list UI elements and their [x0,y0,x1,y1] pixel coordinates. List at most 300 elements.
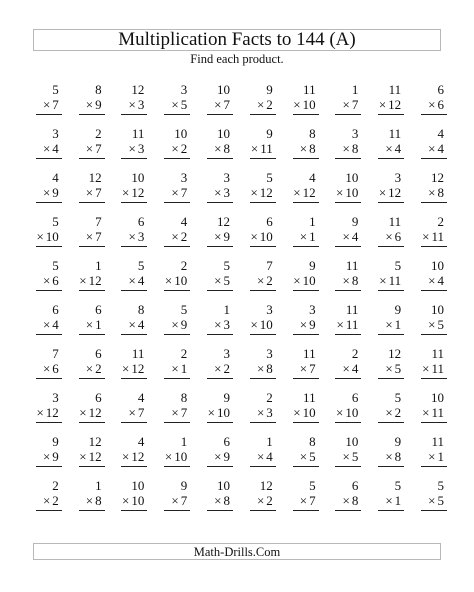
answer-line [335,510,361,511]
multiplication-problem [281,345,324,389]
multiplicand: 6 [137,214,145,229]
multiplier: 12 [88,273,102,288]
multiplication-problem [409,169,452,213]
multiplication-problem [195,389,238,433]
multiply-sign: × [122,185,130,200]
multiplicand: 4 [52,170,59,185]
answer-line [79,290,105,291]
multiplier-row [293,98,315,111]
multiplicand: 3 [309,302,316,317]
multiplication-problem [110,477,153,521]
multiplier: 10 [259,229,273,244]
multiplicand: 5 [266,170,273,185]
answer-line [250,158,276,159]
multiplicand: 10 [131,170,145,185]
multiply-sign: × [171,229,179,244]
answer-line [378,378,404,379]
multiply-sign: × [299,317,308,332]
answer-line [421,466,447,467]
answer-line [207,334,233,335]
multiplier: 10 [259,317,273,332]
multiplier: 12 [259,185,273,200]
answer-line [421,202,447,203]
multiplication-problem [238,81,281,125]
answer-line [421,158,447,159]
multiplicand: 8 [309,434,316,449]
multiply-sign: × [256,405,265,420]
multiplier: 7 [95,185,102,200]
multiply-sign: × [42,361,51,376]
multiply-sign: × [379,273,387,288]
multiply-sign: × [293,405,301,420]
multiplication-problem [281,125,324,169]
multiplier-row [428,186,444,199]
multiply-sign: × [385,449,393,464]
answer-line [121,158,147,159]
multiplication-problem [366,81,409,125]
multiplier-row [300,362,316,375]
multiplier-row [385,494,401,507]
multiplication-problem [324,125,367,169]
multiplication-problem [24,125,67,169]
multiplication-problem [238,257,281,301]
multiplier: 7 [95,141,102,156]
multiplier: 11 [431,405,444,420]
multiplication-problem [152,301,195,345]
answer-line [421,114,447,115]
multiplicand: 11 [345,258,359,273]
multiplicand: 5 [52,214,59,229]
multiplier-row [214,98,230,111]
multiplier: 9 [52,185,59,200]
answer-line [293,290,319,291]
multiplicand: 1 [266,434,273,449]
multiplier-row [337,318,359,331]
multiplier: 10 [174,273,188,288]
multiplier-row [86,230,102,243]
answer-line [207,466,233,467]
multiplier: 2 [394,405,402,420]
multiplier-row [86,142,102,155]
multiply-sign: × [36,405,44,420]
multiplier-row [214,494,230,507]
multiply-sign: × [214,141,222,156]
multiplication-problem [324,345,367,389]
multiplier-row [36,230,58,243]
multiplicand: 11 [303,346,316,361]
multiplier: 5 [437,493,444,508]
multiplier-row [214,230,230,243]
multiplier-row [122,450,144,463]
multiplier: 9 [223,229,230,244]
multiplicand: 10 [174,126,188,141]
multiply-sign: × [342,361,350,376]
multiplier-row [379,98,401,111]
multiplication-problem [366,433,409,477]
multiply-sign: × [128,273,136,288]
multiplier: 8 [437,185,444,200]
multiplication-problem [67,169,110,213]
multiplier-row [214,142,230,155]
multiply-sign: × [299,361,308,376]
multiplier-row [257,362,273,375]
answer-line [121,114,147,115]
multiplication-problem [281,301,324,345]
multiplier-row [171,362,187,375]
multiplication-problem [152,389,195,433]
multiplier: 8 [95,493,102,508]
multiplier-row [385,406,401,419]
multiplicand: 6 [52,302,59,317]
answer-line [164,246,190,247]
multiply-sign: × [385,493,393,508]
multiply-sign: × [299,493,308,508]
multiplicand: 12 [88,434,102,449]
multiplier-row [336,406,358,419]
multiplication-problem [366,345,409,389]
multiplicand: 1 [95,258,102,273]
multiplier-row [43,142,59,155]
multiplication-problem [281,257,324,301]
multiplier-row [300,230,316,243]
multiplier: 3 [266,405,273,420]
answer-line [293,202,319,203]
multiply-sign: × [85,317,94,332]
multiplier: 1 [180,361,188,376]
multiplier: 12 [302,185,316,200]
multiply-sign: × [171,493,179,508]
multiplication-problem [67,213,110,257]
multiplier-row [214,450,230,463]
multiplicand: 3 [351,126,359,141]
multiplication-problem [324,389,367,433]
multiplier: 12 [131,185,145,200]
multiplicand: 3 [223,346,230,361]
multiplication-problem [281,389,324,433]
multiplier: 10 [131,493,145,508]
multiplier: 4 [137,273,145,288]
title-box [33,29,441,51]
multiplicand: 9 [266,126,273,141]
multiplicand: 3 [394,170,402,185]
multiply-sign: × [128,317,136,332]
multiplier-row [343,450,359,463]
multiplier-row [214,274,230,287]
multiplier-row [129,406,145,419]
multiplication-problem [24,169,67,213]
multiplier: 12 [45,405,59,420]
multiplier-row [171,142,187,155]
multiply-sign: × [428,185,436,200]
multiplicand: 8 [180,390,188,405]
multiply-sign: × [256,449,265,464]
multiplier: 1 [95,317,102,332]
multiplicand: 2 [437,214,444,229]
multiplier-row [208,406,230,419]
multiply-sign: × [250,317,258,332]
multiply-sign: × [385,361,393,376]
multiplicand: 3 [180,82,188,97]
multiplicand: 3 [223,170,230,185]
multiplier-row [43,494,59,507]
multiplication-problem [152,433,195,477]
answer-line [293,246,319,247]
multiplier: 10 [216,405,230,420]
answer-line [378,158,404,159]
multiplicand: 11 [303,82,316,97]
multiplication-problem [110,433,153,477]
answer-line [79,246,105,247]
multiplicand: 9 [180,478,188,493]
multiplier: 6 [52,361,59,376]
multiplication-problem [110,125,153,169]
multiplier-row [422,362,444,375]
multiplier-row [300,318,316,331]
multiplicand: 6 [266,214,273,229]
multiplication-problem [366,257,409,301]
multiply-sign: × [250,229,258,244]
answer-line [121,378,147,379]
multiplier-row [422,230,444,243]
multiplier: 8 [266,361,273,376]
multiplier: 8 [351,273,359,288]
multiplier-row [385,318,401,331]
multiplier-row [129,230,145,243]
multiplicand: 5 [52,258,59,273]
multiplier-row [343,494,359,507]
answer-line [421,334,447,335]
multiplier-row [385,450,401,463]
multiplier-row [343,274,359,287]
multiplier: 2 [180,141,188,156]
multiply-sign: × [256,493,265,508]
multiplicand: 5 [437,478,444,493]
multiplier: 9 [309,317,316,332]
multiplication-problem [195,433,238,477]
answer-line [164,466,190,467]
multiplier: 10 [174,449,188,464]
multiplier: 11 [260,141,273,156]
multiplier-row [165,450,187,463]
multiplier: 12 [388,185,402,200]
answer-line [378,246,404,247]
page-title: Multiplication Facts to 144 (A) [118,29,356,50]
multiplier: 10 [302,405,316,420]
multiply-sign: × [256,97,265,112]
multiplier-row [428,494,444,507]
answer-line [250,246,276,247]
multiplier-row [385,142,401,155]
multiplier-row [43,318,59,331]
multiply-sign: × [214,273,222,288]
multiplier-row [171,406,187,419]
multiplicand: 9 [394,434,402,449]
answer-line [250,422,276,423]
multiply-sign: × [36,229,44,244]
multiply-sign: × [256,273,265,288]
answer-line [164,158,190,159]
multiplier: 4 [52,317,59,332]
multiply-sign: × [42,141,51,156]
answer-line [121,422,147,423]
multiplication-problem [67,345,110,389]
multiplier-row [122,494,144,507]
multiplication-problem [67,477,110,521]
multiplicand: 2 [95,126,102,141]
multiplication-problem [195,81,238,125]
multiplicand: 1 [351,82,359,97]
multiplicand: 5 [309,478,316,493]
multiplier: 4 [351,361,359,376]
multiplier-row [300,450,316,463]
multiplication-problem [110,81,153,125]
multiply-sign: × [299,449,308,464]
multiplier: 7 [223,97,230,112]
multiplication-problem [152,169,195,213]
multiply-sign: × [385,317,393,332]
answer-line [36,334,62,335]
multiplicand: 9 [52,434,59,449]
multiplication-problem [152,477,195,521]
multiplier: 7 [180,493,188,508]
multiplicand: 11 [131,346,145,361]
answer-line [79,466,105,467]
answer-line [207,114,233,115]
multiplicand: 5 [180,302,188,317]
multiplication-problem [195,125,238,169]
answer-line [293,466,319,467]
multiplier-row [336,186,358,199]
multiplier-row [43,274,59,287]
multiplicand: 8 [137,302,145,317]
multiply-sign: × [342,449,350,464]
answer-line [335,202,361,203]
answer-line [36,466,62,467]
multiplicand: 10 [345,170,359,185]
multiplier: 2 [266,97,273,112]
multiply-sign: × [122,449,130,464]
multiply-sign: × [385,141,393,156]
multiply-sign: × [42,185,51,200]
multiplicand: 5 [394,478,402,493]
answer-line [293,158,319,159]
multiplication-problem [324,477,367,521]
answer-line [121,290,147,291]
multiplier-row [293,186,315,199]
answer-line [293,510,319,511]
answer-line [207,290,233,291]
multiplication-problem [152,81,195,125]
answer-line [335,378,361,379]
multiplier: 10 [302,273,316,288]
multiply-sign: × [122,493,130,508]
multiplicand: 10 [430,302,444,317]
multiplier: 2 [266,493,273,508]
multiplicand: 6 [223,434,230,449]
footer-box [33,543,441,560]
multiplication-problem [110,257,153,301]
multiply-sign: × [428,97,436,112]
multiplier-row [379,186,401,199]
multiplication-problem [281,213,324,257]
multiply-sign: × [428,273,436,288]
answer-line [36,202,62,203]
multiplier: 12 [88,405,102,420]
multiplier-row [86,494,102,507]
multiplier: 4 [351,229,359,244]
answer-line [293,114,319,115]
multiplier-row [343,230,359,243]
multiply-sign: × [336,405,344,420]
multiplier-row [214,362,230,375]
multiply-sign: × [171,361,179,376]
multiplier: 3 [223,317,230,332]
multiplication-problem [24,213,67,257]
multiplicand: 2 [180,346,188,361]
multiplier-row [428,318,444,331]
answer-line [164,378,190,379]
multiplication-problem [110,345,153,389]
page-subtitle: Find each product. [190,52,284,66]
multiplication-problem [152,213,195,257]
multiply-sign: × [422,229,430,244]
multiplier: 1 [309,229,316,244]
answer-line [207,378,233,379]
multiplicand: 4 [309,170,316,185]
multiplicand: 2 [180,258,188,273]
multiplier-row [300,494,316,507]
answer-line [250,378,276,379]
multiplier: 6 [394,229,402,244]
multiplier: 8 [394,449,402,464]
multiplier: 4 [52,141,59,156]
multiplication-problem [24,345,67,389]
multiplication-problem [24,81,67,125]
multiplier-row [257,450,273,463]
multiplicand: 4 [137,390,145,405]
answer-line [421,290,447,291]
multiplicand: 3 [180,170,188,185]
multiplier: 3 [223,185,230,200]
multiplier: 5 [223,273,230,288]
multiplication-problem [67,301,110,345]
multiply-sign: × [42,273,51,288]
multiplier-row [171,186,187,199]
multiplication-problem [409,301,452,345]
multiplication-problem [24,389,67,433]
multiplication-problem [366,389,409,433]
multiply-sign: × [428,317,436,332]
multiplier: 5 [437,317,444,332]
multiplier: 7 [180,405,188,420]
multiply-sign: × [214,449,222,464]
multiplicand: 5 [394,258,402,273]
multiplier: 7 [137,405,145,420]
multiplication-problem [281,477,324,521]
multiply-sign: × [128,97,136,112]
answer-line [378,422,404,423]
multiplier: 7 [95,229,102,244]
multiplicand: 4 [180,214,188,229]
multiplier-row [171,494,187,507]
answer-line [36,422,62,423]
multiplicand: 11 [388,82,402,97]
multiplication-problem [409,433,452,477]
multiplier-row [214,186,230,199]
multiplier-row [43,450,59,463]
multiplication-problem [238,477,281,521]
multiplication-problem [195,345,238,389]
